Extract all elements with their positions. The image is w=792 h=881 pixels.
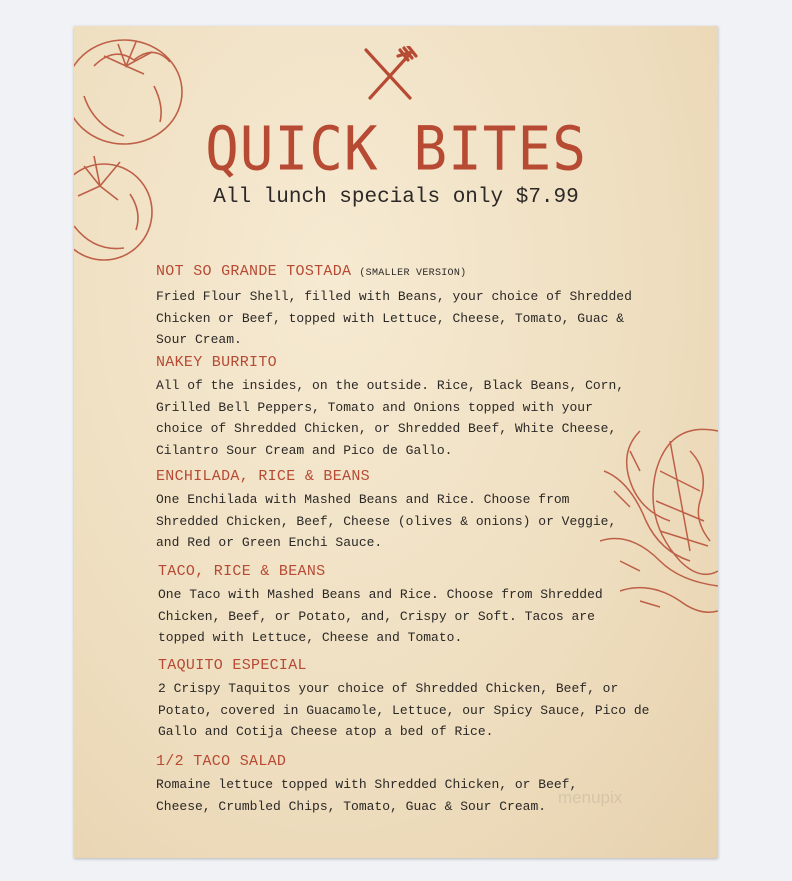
description-line: All of the insides, on the outside. Rice, Black Beans, Corn,	[156, 378, 625, 393]
watermark: menupix	[558, 788, 623, 807]
description-line: choice of Shredded Chicken, or Shredded Beef, White Cheese,	[156, 421, 617, 436]
description-line: Grilled Bell Peppers, Tomato and Onions topped with your	[156, 399, 593, 415]
description-line: Potato, covered in Guacamole, Lettuce, our Spicy Sauce, Pico de	[158, 702, 650, 718]
description-line: topped with Lettuce, Cheese and Tomato.	[158, 630, 463, 645]
item-description	[158, 584, 638, 649]
description-line: Sour Cream.	[156, 332, 242, 347]
menu-page	[74, 26, 718, 858]
description-line: Cheese, Crumbled Chips, Tomato, Guac & Sour Cream.	[156, 798, 547, 814]
menu-item	[158, 656, 650, 743]
description-line: Cilantro Sour Cream and Pico de Gallo.	[156, 442, 453, 458]
description-line: Chicken or Beef, topped with Lettuce, Cheese, Tomato, Guac &	[156, 310, 625, 326]
description-line: 2 Crispy Taquitos your choice of Shredded Chicken, Beef, or	[158, 681, 619, 696]
description-line: Shredded Chicken, Beef, Cheese (olives & onions) or Veggie,	[156, 513, 617, 529]
description-line: and Red or Green Enchi Sauce.	[156, 535, 383, 550]
item-name: NOT SO GRANDE TOSTADA	[156, 263, 352, 280]
item-name: 1/2 TACO SALAD	[156, 753, 287, 770]
item-note: (SMALLER VERSION)	[359, 268, 467, 279]
description-line: Fried Flour Shell, filled with Beans, your choice of Shredded	[156, 289, 632, 304]
item-name: ENCHILADA, RICE & BEANS	[156, 468, 370, 485]
description-line: One Enchilada with Mashed Beans and Rice. Choose from	[156, 492, 570, 507]
item-name: NAKEY BURRITO	[156, 354, 277, 371]
item-name: TACO, RICE & BEANS	[158, 563, 326, 580]
description-line: Chicken, Beef, or Potato, and, Crispy or Soft. Tacos are	[158, 608, 595, 624]
menu-item	[156, 353, 636, 461]
menu-item	[156, 262, 636, 351]
menu-title: QUICK BITES	[205, 114, 587, 185]
fork-knife-icon	[362, 46, 418, 102]
item-description	[156, 375, 636, 461]
description-line: One Taco with Mashed Beans and Rice. Choose from Shredded	[158, 587, 603, 602]
item-description	[156, 489, 636, 554]
description-line: Romaine lettuce topped with Shredded Chicken, or Beef,	[156, 777, 578, 792]
item-description	[156, 286, 636, 351]
description-line: Gallo and Cotija Cheese atop a bed of Rice.	[158, 724, 494, 739]
menu-subtitle: All lunch specials only $7.99	[213, 186, 579, 209]
menu-item	[156, 467, 636, 554]
item-description	[158, 678, 650, 743]
item-name: TAQUITO ESPECIAL	[158, 657, 307, 674]
menu-item	[158, 562, 638, 649]
